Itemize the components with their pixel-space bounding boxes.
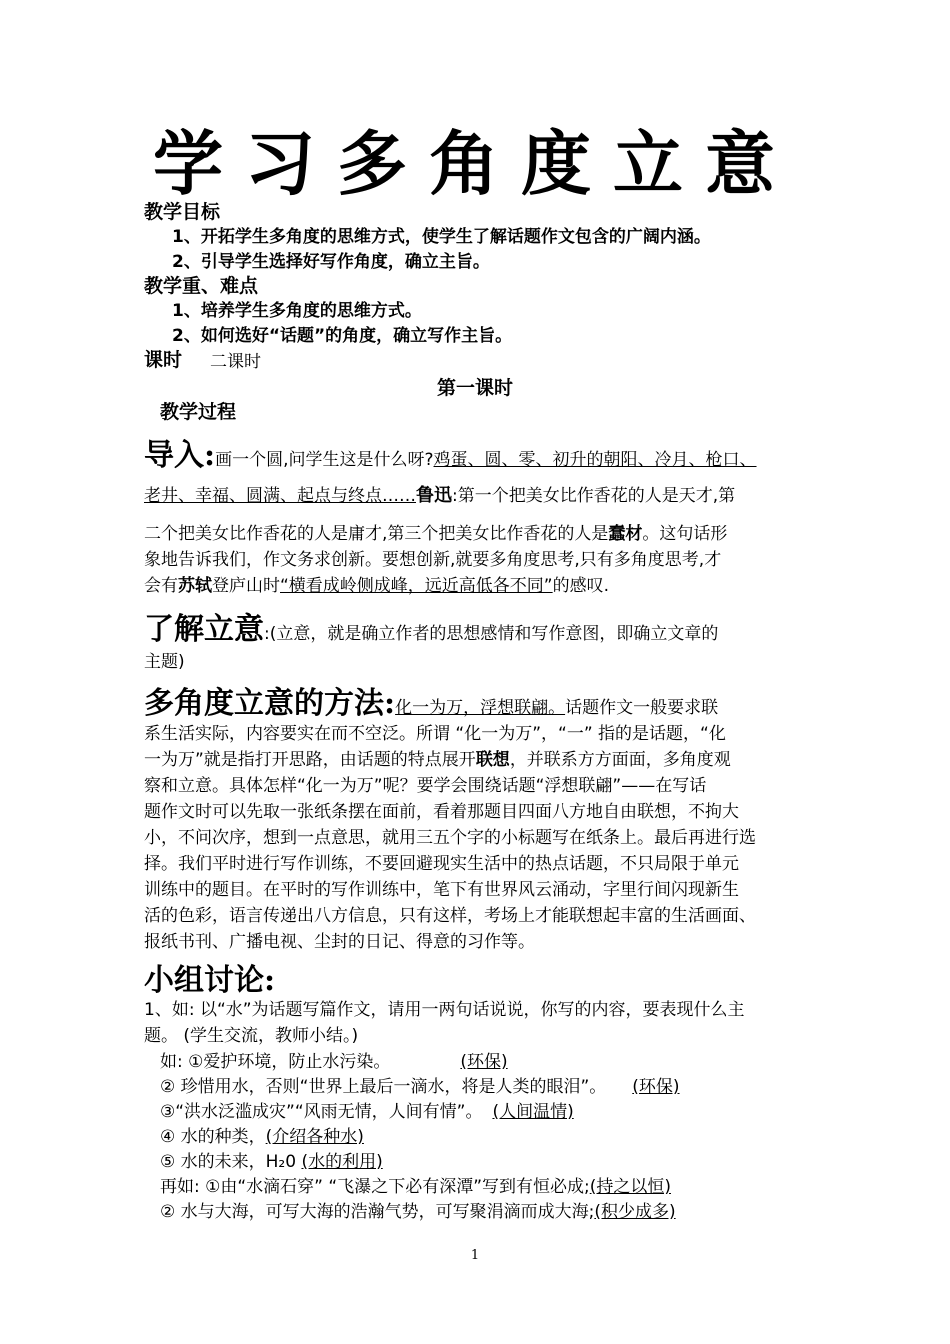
method-line xyxy=(144,748,731,772)
intro-text: 登庐山时 xyxy=(212,576,280,596)
intro-quote-text: :第一个把美女比作香花的人是天才,第 xyxy=(452,486,736,506)
method-text: ，并联系方方面面，多角度观 xyxy=(509,750,731,770)
example-tag: (持之以恒) xyxy=(589,1177,671,1197)
example-tag: (环保) xyxy=(632,1077,680,1097)
example-text: ② 水与大海，可写大海的浩瀚气势，可写聚涓滴而成大海; xyxy=(160,1202,595,1222)
method-line: 报纸书刊、广播电视、尘封的日记、得意的习作等。 xyxy=(144,932,535,952)
intro-answers: 鸡蛋、圆、零、初升的朝阳、冷月、枪口、 xyxy=(433,450,757,470)
intro-label: 导入: xyxy=(144,438,216,473)
example-text: 再如: ①由“水滴石穿” “飞瀑之下必有深潭”写到有恒必成; xyxy=(160,1177,590,1197)
method-line: 题作文时可以先取一张纸条摆在面前，看着那题目四面八方地自由联想，不拘大 xyxy=(144,802,739,822)
intro-text: 会有 xyxy=(144,576,178,596)
period-value: 二课时 xyxy=(210,352,261,372)
author-name: 鲁迅 xyxy=(416,485,452,506)
example-item xyxy=(160,1075,680,1099)
intro-line-3 xyxy=(144,522,727,546)
example-item xyxy=(160,1050,508,1074)
method-line: 择。我们平时进行写作训练，不要回避现实生活中的热点话题，不只局限于单元 xyxy=(144,854,739,874)
example-item xyxy=(160,1150,383,1174)
lesson-title: 第一课时 xyxy=(436,377,513,399)
method-key: 化一为万，浮想联翩。 xyxy=(395,698,566,718)
understand-line-1 xyxy=(144,604,718,648)
intro-line-2 xyxy=(144,484,735,508)
method-line: 活的色彩，语言传递出八方信息，只有这样，考场上才能联想起丰富的生活画面、 xyxy=(144,906,756,926)
intro-line-5 xyxy=(144,574,609,598)
intro-text: 的感叹. xyxy=(552,576,610,596)
example-text: ③“洪水泛滥成灾”“风雨无情，人间有情”。 xyxy=(160,1102,483,1122)
emphasis-word: 蠢材 xyxy=(608,524,643,544)
objective-item: 1、开拓学生多角度的思维方式，使学生了解话题作文包含的广阔内涵。 xyxy=(172,227,711,247)
example-item xyxy=(160,1125,364,1149)
method-label: 多角度立意的方法: xyxy=(144,686,396,721)
example-item xyxy=(160,1200,676,1224)
example-text: ④ 水的种类， xyxy=(160,1127,266,1147)
period-label: 课时 xyxy=(144,349,183,371)
discussion-label: 小组讨论: xyxy=(144,963,276,998)
intro-line-4: 象地告诉我们，作文务求创新。要想创新,就要多角度思考,只有多角度思考,才 xyxy=(144,550,722,570)
intro-text: 画一个圆,问学生这是什么呀? xyxy=(215,450,434,470)
objectives-heading: 教学目标 xyxy=(144,201,221,223)
example-tag: (人间温情) xyxy=(492,1102,574,1122)
example-text: 如: ①爱护环境，防止水污染。 xyxy=(160,1052,391,1072)
emphasis-word: 联想 xyxy=(475,750,510,770)
key-point-item: 2、如何选好“话题”的角度，确立写作主旨。 xyxy=(172,326,513,346)
understand-line-2: 主题) xyxy=(144,652,185,672)
example-item xyxy=(160,1175,671,1199)
author-name: 苏轼 xyxy=(178,576,212,596)
discussion-question-continued: 题。 (学生交流，教师小结。) xyxy=(144,1026,359,1046)
key-points-heading: 教学重、难点 xyxy=(144,275,259,297)
example-tag: (水的利用) xyxy=(301,1152,383,1172)
method-text: 一为万”就是指打开思路，由话题的特点展开 xyxy=(144,750,476,770)
page-title: 学习多角度立意 xyxy=(153,122,797,205)
intro-line-1 xyxy=(144,430,757,474)
intro-text: 。这句话形 xyxy=(642,524,728,544)
example-text: ⑤ 水的未来，H₂0 xyxy=(160,1152,297,1172)
key-point-item: 1、培养学生多角度的思维方式。 xyxy=(172,301,422,321)
method-line: 训练中的题目。在平时的写作训练中，笔下有世界风云涌动，字里行间闪现新生 xyxy=(144,880,739,900)
example-tag: (积少成多) xyxy=(594,1202,676,1222)
page-number: 1 xyxy=(470,1248,480,1263)
example-tag: (环保) xyxy=(460,1052,508,1072)
method-line: 察和立意。具体怎样“化一为万”呢？要学会围绕话题“浮想联翩”——在写话 xyxy=(144,776,707,796)
intro-answers-continued: 老井、幸福、圆满、起点与终点…… xyxy=(144,486,416,506)
method-line: 小，不问次序，想到一点意思，就用三五个字的小标题写在纸条上。最后再进行选 xyxy=(144,828,756,848)
intro-text: 二个把美女比作香花的人是庸才,第三个把美女比作香花的人是 xyxy=(144,524,609,544)
understand-label: 了解立意 xyxy=(144,612,264,647)
method-text: 话题作文一般要求联 xyxy=(565,698,719,718)
objective-item: 2、引导学生选择好写作角度，确立主旨。 xyxy=(172,252,490,272)
understand-text: :(立意，就是确立作者的思想感情和写作意图，即确立文章的 xyxy=(264,624,719,644)
discussion-question: 1、如: 以“水”为话题写篇作文，请用一两句话说说，你写的内容，要表现什么主 xyxy=(144,1000,745,1020)
method-line-1 xyxy=(144,678,718,722)
method-line: 系生活实际，内容要实在而不空泛。所谓 “化一为万”，“一” 指的是话题，“化 xyxy=(144,724,726,744)
example-tag: (介绍各种水) xyxy=(265,1127,364,1147)
poem-quote: “横看成岭侧成峰，远近高低各不同” xyxy=(280,576,553,596)
example-text: ② 珍惜用水，否则“世界上最后一滴水，将是人类的眼泪”。 xyxy=(160,1077,607,1097)
process-heading: 教学过程 xyxy=(160,401,237,423)
example-item xyxy=(160,1100,574,1124)
